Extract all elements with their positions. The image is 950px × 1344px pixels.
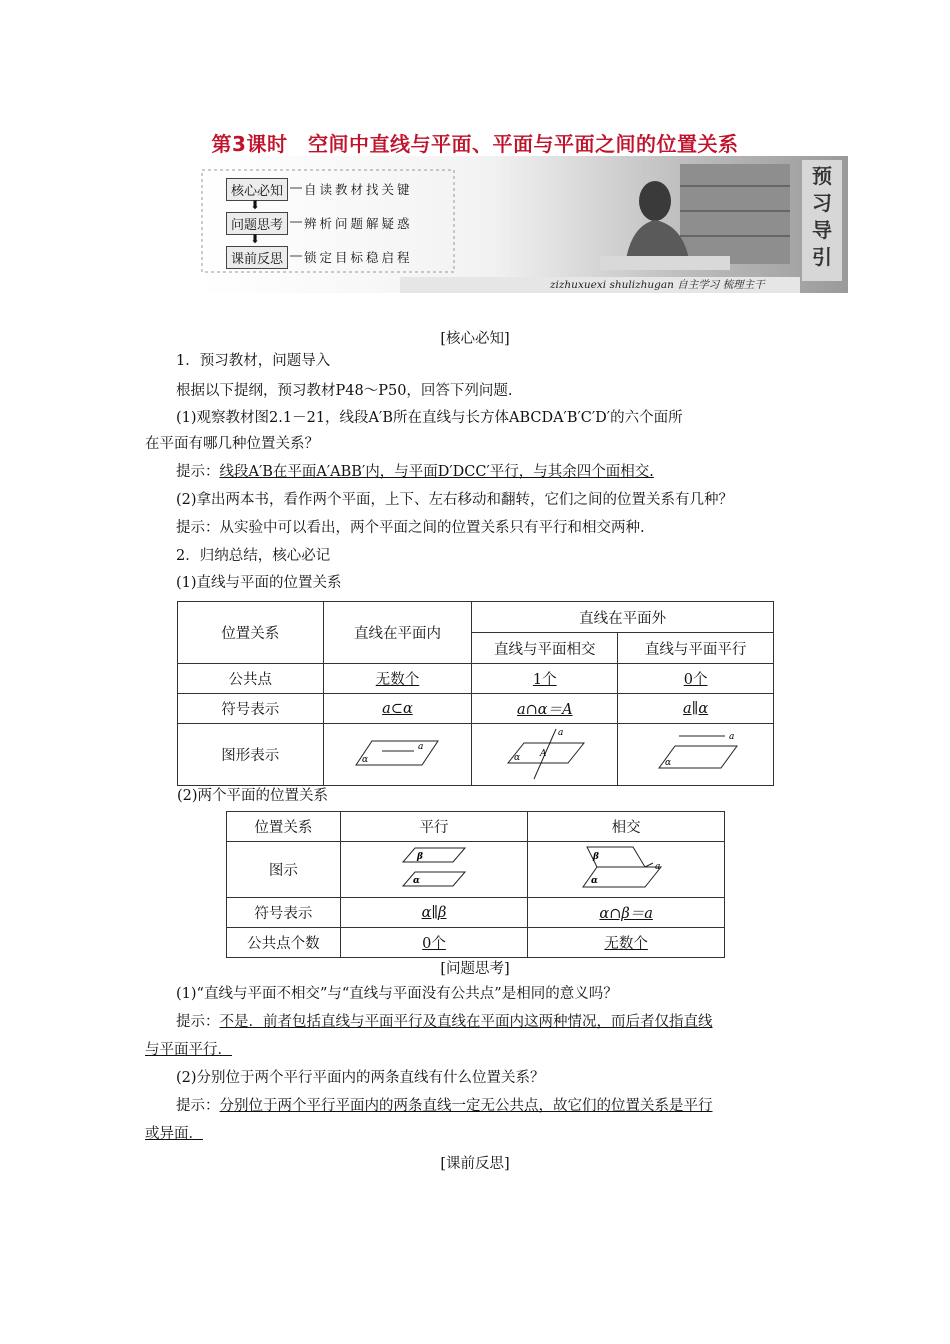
p1-intro: 根据以下提纲，预习教材P48～P50，回答下列问题. [176,383,513,399]
fig-label: α [362,754,369,765]
question2: (2)分别位于两个平行平面内的两条直线有什么位置关系？ [176,1070,545,1086]
step-core-text: 自读教材找关键 [304,182,413,197]
dash-connectors [290,174,370,284]
fig-label: a [418,741,424,752]
cell-value: 无数个 [604,936,648,952]
row-label: 符号表示 [178,694,324,724]
header-line-in-plane: 直线在平面内 [323,602,472,664]
table-row [178,724,774,786]
table-row [227,928,725,958]
step-core-box: 核心必知 [226,178,288,201]
fig-label: α [513,752,520,763]
fig-label: α [664,757,671,768]
arrow-down-icon: ⬇ [250,198,261,212]
header-parallel: 直线与平面平行 [618,633,774,664]
tag-char: 习 [812,191,832,215]
row-label: 图示 [227,842,341,898]
plane-plane-table [226,811,725,958]
figure-line-parallel [618,724,774,786]
answer-text: 不是．前者包括直线与平面平行及直线在平面内这两种情况，而后者仅指直线 [219,1014,713,1030]
answer1-text: 线段A′B在平面A′ABB′内，与平面D′DCC′平行，与其余四个面相交. [219,464,654,480]
cell-value: a⊂α [382,700,413,717]
tag-char: 预 [812,164,832,188]
figure-planes-parallel [340,842,528,898]
p2-heading: 2．归纳总结，核心必记 [176,548,331,564]
question2-answer [176,1096,846,1116]
banner-footer: zizhuxuexi shulizhugan 自主学习 梳理主干 [550,279,765,291]
question1-answer [176,1012,846,1032]
fig-label: α [413,875,420,886]
cell-value: α∩β＝a [599,906,653,922]
q1-line2: 在平面有哪几种位置关系？ [145,436,319,452]
q2: (2)拿出两本书，看作两个平面，上下、左右移动和翻转，它们之间的位置关系有几种？ [176,492,734,508]
fig-label: a [655,861,661,872]
arrow-down-icon: ⬇ [250,232,261,246]
figure-line-in-plane [323,724,472,786]
answer-text: 与平面平行． [145,1042,232,1058]
hint-label: 提示： [176,1014,220,1030]
table2-caption: (2)两个平面的位置关系 [177,788,329,804]
fig-label: A [539,748,547,759]
question2-answer-cont [145,1124,815,1144]
table-row [178,694,774,724]
figure-line-intersect [472,724,618,786]
question1-answer-cont [145,1040,815,1060]
cell-value: 0个 [422,936,446,952]
header-relation: 位置关系 [178,602,324,664]
figure-planes-intersect [528,842,725,898]
hint-label: 提示： [176,464,220,480]
header-relation: 位置关系 [227,812,341,842]
section-reflect-heading: [课前反思] [440,1156,510,1172]
fig-label: a [557,727,564,738]
cell-value: α∥β [421,904,447,921]
preview-banner [200,156,848,293]
step-reflect-box: 课前反思 [226,246,288,269]
q1-line1: (1)观察教材图2.1－21，线段A′B所在直线与长方体ABCDA′B′C′D′的六个面所 [176,410,683,426]
cell-value: a∩α＝A [516,702,573,718]
hint-label: 提示： [176,1098,220,1114]
table-row [178,664,774,694]
fig-label: α [591,875,599,886]
page-title: 第3课时 空间中直线与平面、平面与平面之间的位置关系 [211,132,739,156]
header-parallel: 平行 [340,812,528,842]
row-label: 符号表示 [227,898,341,928]
question1: (1)“直线与平面不相交”与“直线与平面没有公共点”是相同的意义吗？ [176,986,618,1002]
tag-char: 导 [812,218,832,242]
table1-caption: (1)直线与平面的位置关系 [176,575,342,591]
preview-area-tag [802,160,842,281]
line-plane-table [177,601,774,786]
cell-value: 1个 [532,672,557,688]
cell-value: 无数个 [375,672,420,688]
p1-heading: 1．预习教材，问题导入 [176,353,331,369]
cell-value: a∥α [683,700,709,717]
answer2: 提示：从实验中可以看出，两个平面之间的位置关系只有平行和相交两种. [176,520,645,536]
header-line-out-plane: 直线在平面外 [472,602,774,633]
tag-char: 引 [812,245,832,269]
fig-label: a [728,731,734,742]
row-label: 图形表示 [178,724,324,786]
section-core-heading: [核心必知] [440,331,510,347]
header-intersect: 相交 [528,812,725,842]
step-reflect-text: 锁定目标稳启程 [304,250,413,265]
answer-text: 分别位于两个平行平面内的两条直线一定无公共点，故它们的位置关系是平行 [219,1098,713,1114]
header-intersect: 直线与平面相交 [472,633,618,664]
section-question-heading: [问题思考] [440,961,510,977]
step-question-text: 辨析问题解疑惑 [304,216,413,231]
answer1 [176,462,846,482]
fig-label: β [593,851,600,862]
answer-text: 或异面． [145,1126,203,1142]
fig-label: β [417,851,423,862]
row-label: 公共点 [178,664,324,694]
row-label: 公共点个数 [227,928,341,958]
table-row [227,898,725,928]
cell-value: 0个 [683,672,708,688]
table-row [227,842,725,898]
step-question-box: 问题思考 [226,212,288,235]
